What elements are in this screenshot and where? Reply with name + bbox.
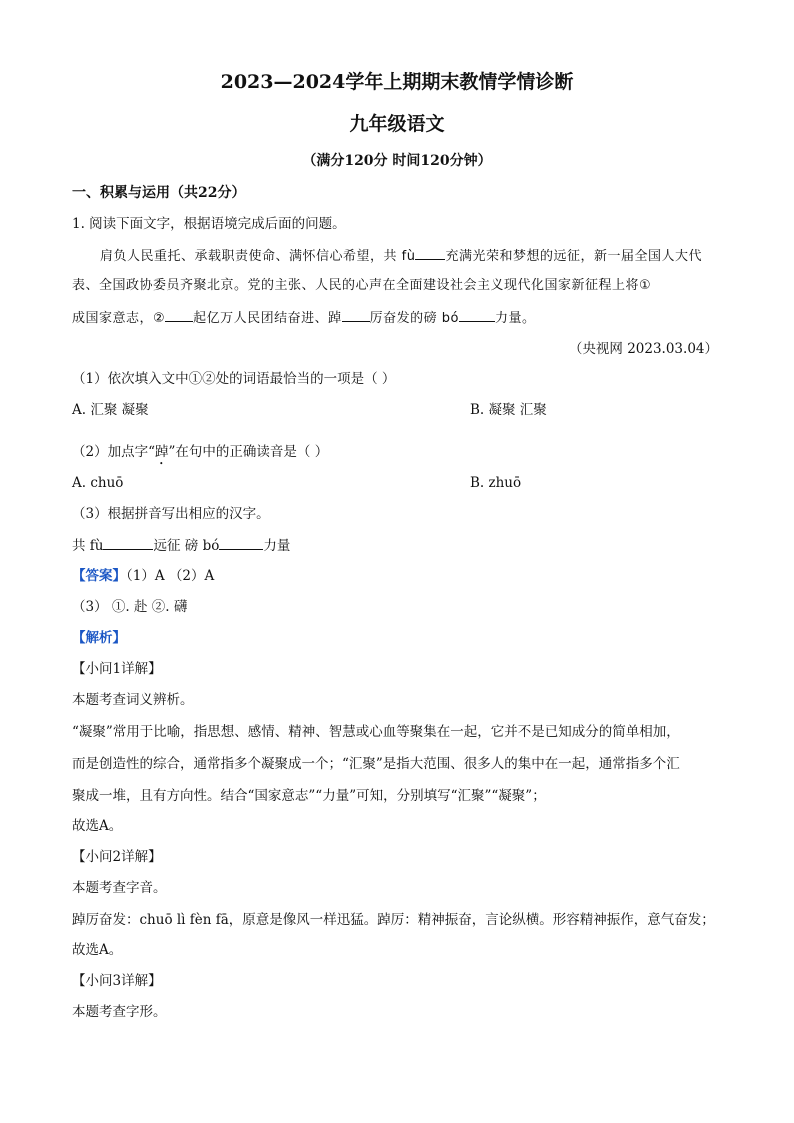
passage-text: 成国家意志，② <box>72 311 166 326</box>
option-b: B. 凝聚 汇聚 <box>470 402 547 418</box>
sub-question-3-blanks <box>72 535 290 556</box>
blank-fu <box>415 245 445 260</box>
option-b: B. zhuō <box>470 475 522 491</box>
sub-question-2-options <box>72 473 722 493</box>
sub-analysis-2-heading: 【小问2详解】 <box>72 849 162 865</box>
analysis-text: 本题考查词义辨析。 <box>72 692 194 708</box>
sub-analysis-1-heading: 【小问1详解】 <box>72 661 162 677</box>
sub-question-3: （3）根据拼音写出相应的汉字。 <box>72 506 270 522</box>
answer-text: （1）A （2）A <box>126 568 215 584</box>
passage-text: 肩负人民重托、承载职责使命、满怀信心希望，共 fù <box>100 249 416 264</box>
sub-question-2 <box>72 442 328 468</box>
passage-line-3 <box>72 307 536 329</box>
prompt-text: ”在句中的正确读音是（ ） <box>168 444 329 460</box>
pinyin-bo: 远征 磅 bó <box>153 538 220 554</box>
passage-text: 充满光荣和梦想的远征，新一届全国人大代 <box>445 249 702 264</box>
passage-line-2: 表、全国政协委员齐聚北京。党的主张、人民的心声在全面建设社会主义现代化国家新征程上将① <box>72 278 652 293</box>
passage-text: 力量。 <box>495 311 536 326</box>
prompt-text: （2）加点字“ <box>72 444 155 460</box>
exam-title: 2023—2024学年上期期末教情学情诊断 <box>220 71 574 93</box>
analysis-text: 本题考查字形。 <box>72 1004 167 1020</box>
blank-2 <box>165 307 193 322</box>
text-liliang: 力量 <box>263 538 291 554</box>
answer-line-2: （3） ①. 赴 ②. 礴 <box>72 599 188 615</box>
analysis-text: 故选A。 <box>72 818 123 834</box>
question-1-prompt: 1. 阅读下面文字，根据语境完成后面的问题。 <box>72 216 346 232</box>
pinyin-fu: 共 fù <box>72 538 104 554</box>
option-a: A. chuō <box>72 475 124 491</box>
exam-subject: 九年级语文 <box>349 113 445 135</box>
passage-text: 厉奋发的磅 bó <box>369 311 460 326</box>
answer-line-1 <box>72 566 214 586</box>
analysis-text: “凝聚”常用于比喻，指思想、感情、精神、智慧或心血等聚集在一起，它并不是已知成分的简单相加， <box>72 724 680 740</box>
blank-bo <box>459 307 495 322</box>
analysis-text: 踔厉奋发：chuō lì fèn fā，原意是像风一样迅猛。踔厉：精神振奋，言论纵横。形容精神振作，意气奋发； <box>72 912 715 928</box>
section-heading: 一、积累与运用（共22分） <box>72 185 246 201</box>
answer-label: 【答案】 <box>72 568 126 584</box>
analysis-text: 而是创造性的综合，通常指多个凝聚成一个；“汇聚”是指大范围、很多人的集中在一起，通常指多个汇 <box>72 756 680 772</box>
sub-question-1: （1）依次填入文中①②处的词语最恰当的一项是（ ） <box>72 371 396 387</box>
blank-bo-answer <box>219 535 263 550</box>
dotted-char: 踔 <box>155 444 169 460</box>
blank-fu-answer <box>103 535 153 550</box>
passage-source: （央视网 2023.03.04） <box>568 341 718 357</box>
sub-question-1-options <box>72 400 722 420</box>
option-a: A. 汇聚 凝聚 <box>72 402 149 418</box>
score-info: （满分120分 时间120分钟） <box>302 153 492 169</box>
passage-text: 起亿万人民团结奋进、踔 <box>193 311 342 326</box>
analysis-text: 聚成一堆，且有方向性。结合“国家意志”“力量”可知，分别填写“汇聚”“凝聚”； <box>72 788 546 804</box>
analysis-label: 【解析】 <box>72 630 126 646</box>
passage-line-1 <box>100 245 702 267</box>
analysis-text: 本题考查字音。 <box>72 880 167 896</box>
sub-analysis-3-heading: 【小问3详解】 <box>72 973 162 989</box>
analysis-text: 故选A。 <box>72 942 123 958</box>
blank-zhuo <box>342 307 370 322</box>
